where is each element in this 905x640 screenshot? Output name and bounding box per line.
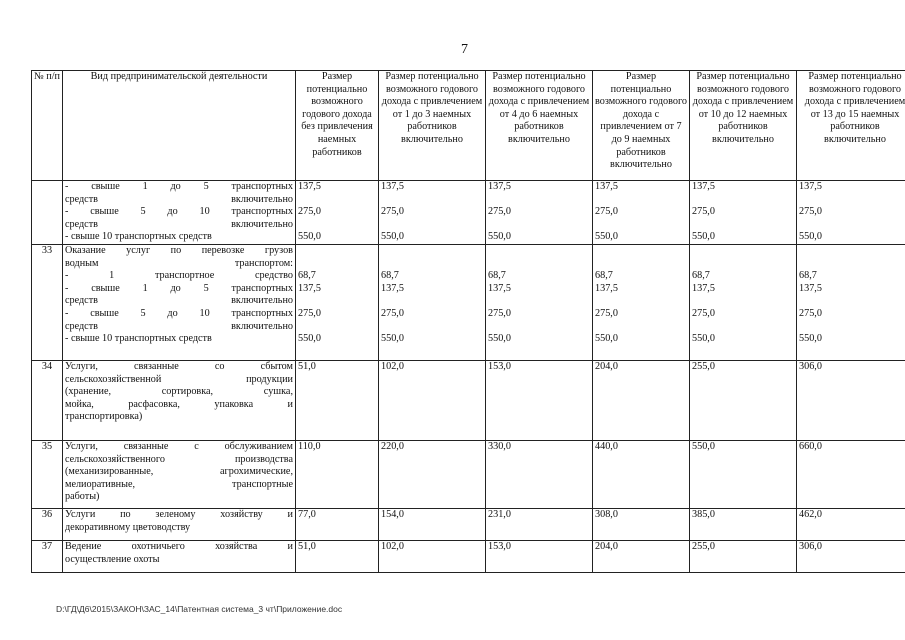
income-value: 137,5 — [692, 181, 715, 192]
description-line: мойка, расфасовка, упаковка и — [65, 398, 293, 410]
income-value: 550,0 — [488, 333, 511, 345]
income-value: 137,5 — [595, 282, 618, 294]
income-cell — [690, 441, 797, 509]
description-line: Услуги, связанные с обслуживанием — [65, 441, 293, 452]
income-value: 550,0 — [595, 231, 618, 243]
description-line: - свыше 1 до 5 транспортных — [65, 282, 293, 294]
income-cell — [797, 245, 905, 361]
header-col5: Размер потенциально возможного годового дохода с привлечением от 10 до 12 наемных работников включительно — [690, 71, 797, 181]
income-value: 275,0 — [595, 206, 618, 218]
income-cell — [486, 181, 593, 245]
income-value: 137,5 — [298, 282, 321, 294]
income-value: 306,0 — [799, 361, 822, 372]
income-cell — [296, 541, 379, 573]
income-cell — [797, 509, 905, 541]
income-cell — [797, 541, 905, 573]
income-value: 275,0 — [381, 307, 404, 319]
footer-file-path: D:\ГД\Д6\2015\ЗАКОН\ЗАС_14\Патентная система_3 чт\Приложение.doc — [56, 604, 343, 614]
income-value: 550,0 — [799, 231, 822, 243]
income-value: 275,0 — [298, 206, 321, 218]
income-cell — [690, 181, 797, 245]
income-value: 550,0 — [298, 231, 321, 243]
description-line: средств включительно — [65, 218, 293, 230]
income-value: 462,0 — [799, 509, 822, 520]
table-row — [32, 245, 905, 361]
income-cell — [690, 245, 797, 361]
description-line: - 1 транспортное средство — [65, 270, 293, 282]
income-value: 306,0 — [799, 541, 822, 552]
income-value: 330,0 — [488, 441, 511, 452]
income-value: 231,0 — [488, 509, 511, 520]
description-line: мелиоративные, транспортные — [65, 478, 293, 490]
income-value: 51,0 — [298, 361, 316, 372]
income-value: 385,0 — [692, 509, 715, 520]
description-line: осуществление охоты — [65, 553, 160, 565]
income-cell — [486, 441, 593, 509]
income-value: 77,0 — [298, 509, 316, 520]
description-line: сельскохозяйственного производства — [65, 453, 293, 465]
income-value: 68,7 — [595, 270, 613, 282]
activity-description — [63, 541, 296, 573]
description-line: средств включительно — [65, 295, 293, 307]
description-line: - свыше 5 до 10 транспортных — [65, 206, 293, 218]
income-value: 275,0 — [799, 206, 822, 218]
activity-description — [63, 245, 296, 361]
table-body — [32, 181, 905, 573]
activity-description — [63, 361, 296, 441]
income-cell — [593, 361, 690, 441]
income-cell — [296, 361, 379, 441]
income-value: 660,0 — [799, 441, 822, 452]
income-value: 220,0 — [381, 441, 404, 452]
description-line: Услуги по зеленому хозяйству и — [65, 509, 293, 520]
income-value: 137,5 — [488, 181, 511, 192]
income-value: 153,0 — [488, 361, 511, 372]
income-value: 275,0 — [799, 307, 822, 319]
income-value: 550,0 — [692, 441, 715, 452]
income-value: 275,0 — [692, 307, 715, 319]
income-value: 153,0 — [488, 541, 511, 552]
activity-description — [63, 441, 296, 509]
income-value: 550,0 — [488, 231, 511, 243]
income-cell — [690, 509, 797, 541]
income-cell — [296, 509, 379, 541]
description-line: транспортировка) — [65, 411, 143, 423]
description-line: - свыше 10 транспортных средств — [65, 231, 212, 243]
income-cell — [296, 441, 379, 509]
row-number: 36 — [32, 509, 63, 541]
income-value: 137,5 — [298, 181, 321, 192]
income-value: 275,0 — [692, 206, 715, 218]
header-col4: Размер потенциально возможного годового дохода с привлечением от 7 до 9 наемных работников включительно — [593, 71, 690, 181]
income-value: 275,0 — [298, 307, 321, 319]
header-col2: Размер потенциально возможного годового дохода с привлечением от 1 до 3 наемных работников включительно — [379, 71, 486, 181]
income-value: 102,0 — [381, 361, 404, 372]
income-value: 137,5 — [799, 181, 822, 192]
row-number: 34 — [32, 361, 63, 441]
income-cell — [593, 181, 690, 245]
income-cell — [593, 441, 690, 509]
income-cell — [486, 245, 593, 361]
income-value: 68,7 — [799, 270, 817, 282]
income-value: 204,0 — [595, 361, 618, 372]
header-col1: Размер потенциально возможного годового дохода без привлечения наемных работников — [296, 71, 379, 181]
description-line: - свыше 5 до 10 транспортных — [65, 307, 293, 319]
table-row — [32, 441, 905, 509]
income-value: 550,0 — [381, 333, 404, 345]
income-value: 275,0 — [488, 206, 511, 218]
description-line: Услуги, связанные со сбытом — [65, 361, 293, 372]
income-cell — [690, 361, 797, 441]
description-line: - свыше 1 до 5 транспортных — [65, 181, 293, 192]
description-line: (механизированные, агрохимические, — [65, 466, 293, 478]
income-value: 137,5 — [595, 181, 618, 192]
income-cell — [690, 541, 797, 573]
income-table — [31, 70, 905, 573]
income-value: 137,5 — [381, 282, 404, 294]
income-cell — [379, 181, 486, 245]
income-value: 550,0 — [298, 333, 321, 345]
table-row — [32, 361, 905, 441]
income-cell — [486, 361, 593, 441]
description-line: (хранение, сортировка, сушка, — [65, 386, 293, 398]
income-cell — [379, 245, 486, 361]
page-number: 7 — [461, 42, 468, 57]
row-number: 37 — [32, 541, 63, 573]
activity-description — [63, 181, 296, 245]
income-cell — [296, 181, 379, 245]
income-value: 550,0 — [381, 231, 404, 243]
income-cell — [797, 361, 905, 441]
income-cell — [593, 509, 690, 541]
income-cell — [379, 541, 486, 573]
income-value: 204,0 — [595, 541, 618, 552]
income-value: 137,5 — [488, 282, 511, 294]
income-cell — [593, 541, 690, 573]
income-cell — [379, 509, 486, 541]
income-value: 550,0 — [692, 231, 715, 243]
income-value: 110,0 — [298, 441, 321, 452]
income-value: 51,0 — [298, 541, 316, 552]
income-cell — [379, 441, 486, 509]
income-value: 137,5 — [692, 282, 715, 294]
description-line: работы) — [65, 491, 100, 503]
description-line: декоративному цветоводству — [65, 521, 191, 533]
income-cell — [486, 541, 593, 573]
income-cell — [296, 245, 379, 361]
header-col6: Размер потенциально возможного годового дохода с привлечением от 13 до 15 наемных работников включительно — [797, 71, 905, 181]
income-value: 275,0 — [595, 307, 618, 319]
income-value: 255,0 — [692, 541, 715, 552]
income-value: 68,7 — [488, 270, 506, 282]
income-value: 550,0 — [692, 333, 715, 345]
table-row — [32, 181, 905, 245]
income-value: 275,0 — [488, 307, 511, 319]
description-line: - свыше 10 транспортных средств — [65, 333, 212, 345]
activity-description — [63, 509, 296, 541]
table-row — [32, 509, 905, 541]
income-value: 550,0 — [799, 333, 822, 345]
income-value: 102,0 — [381, 541, 404, 552]
header-activity: Вид предпринимательской деятельности — [63, 71, 296, 181]
income-cell — [486, 509, 593, 541]
income-value: 137,5 — [381, 181, 404, 192]
income-value: 255,0 — [692, 361, 715, 372]
income-cell — [593, 245, 690, 361]
income-value: 308,0 — [595, 509, 618, 520]
description-line: Оказание услуг по перевозке грузов — [65, 245, 293, 256]
row-number — [32, 181, 63, 245]
row-number: 33 — [32, 245, 63, 361]
description-line: средств включительно — [65, 320, 293, 332]
table-header-row — [32, 71, 905, 181]
description-line: средств включительно — [65, 193, 293, 205]
table-row — [32, 541, 905, 573]
income-value: 275,0 — [381, 206, 404, 218]
income-value: 550,0 — [595, 333, 618, 345]
income-value: 68,7 — [381, 270, 399, 282]
income-value: 68,7 — [298, 270, 316, 282]
description-line: Ведение охотничьего хозяйства и — [65, 541, 293, 552]
description-line: водным транспортом: — [65, 257, 293, 269]
income-cell — [797, 181, 905, 245]
header-col3: Размер потенциально возможного годового дохода с привлечением от 4 до 6 наемных работников включительно — [486, 71, 593, 181]
description-line: сельскохозяйственной продукции — [65, 373, 293, 385]
income-cell — [797, 441, 905, 509]
income-value: 68,7 — [692, 270, 710, 282]
income-cell — [379, 361, 486, 441]
income-value: 440,0 — [595, 441, 618, 452]
header-num: № п/п — [32, 71, 63, 181]
income-value: 137,5 — [799, 282, 822, 294]
row-number: 35 — [32, 441, 63, 509]
income-value: 154,0 — [381, 509, 404, 520]
